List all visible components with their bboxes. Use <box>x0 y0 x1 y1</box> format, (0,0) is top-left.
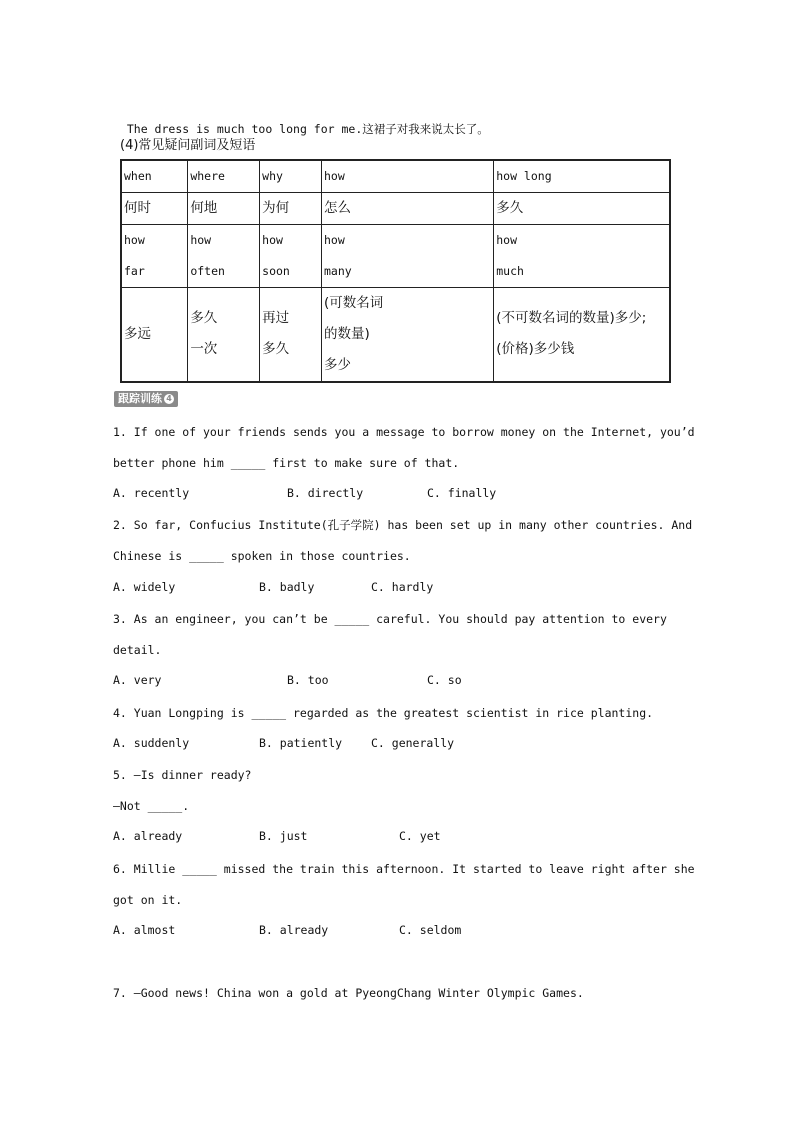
answer-option: A. recently <box>113 486 190 500</box>
table-cell <box>494 224 670 287</box>
table-cell <box>321 224 493 287</box>
answer-option: B. patiently <box>259 736 343 750</box>
question-text: 6. Millie _____ missed the train this afternoon. It started to leave right after she <box>113 862 695 876</box>
answer-option: C. finally <box>427 486 497 500</box>
cell-text: soon <box>262 263 290 278</box>
table-cell <box>121 287 188 382</box>
question-text: got on it. <box>113 893 183 907</box>
table-cell <box>121 224 188 287</box>
cell-text: how <box>323 232 345 247</box>
cell-text: often <box>190 263 225 278</box>
table-cell <box>188 160 260 192</box>
table-cell <box>188 224 260 287</box>
answer-option: C. hardly <box>371 580 434 594</box>
table-cell <box>321 160 493 192</box>
cell-text: why <box>262 169 283 184</box>
answer-option: C. yet <box>399 829 441 843</box>
table-cell <box>494 287 670 382</box>
answer-option: A. almost <box>113 923 176 937</box>
answer-option: A. suddenly <box>113 736 190 750</box>
answer-option: B. too <box>287 673 329 687</box>
cell-text: much <box>496 263 524 278</box>
question-text: 2. So far, Confucius Institute(孔子学院) has been set up in many other countries. And <box>113 518 693 532</box>
cell-text: many <box>323 263 352 278</box>
answer-option: B. badly <box>259 580 315 594</box>
question-text: —Not _____. <box>113 799 190 813</box>
table-cell <box>260 192 322 224</box>
cell-text: (价格)多少钱 <box>496 341 575 357</box>
table-cell <box>188 287 260 382</box>
cell-text: 的数量) <box>323 325 370 342</box>
cell-text: how <box>496 232 518 247</box>
cell-text: when <box>124 169 152 184</box>
question-text: 5. —Is dinner ready? <box>113 768 252 782</box>
answer-option: C. so <box>427 673 462 687</box>
question-text: 4. Yuan Longping is _____ regarded as the greatest scientist in rice planting. <box>113 706 654 720</box>
cell-text: how <box>124 232 145 247</box>
cell-text: 何地 <box>190 200 218 216</box>
cell-text: (可数名词 <box>323 294 384 311</box>
question-text: 1. If one of your friends sends you a message to borrow money on the Internet, you’d <box>113 425 695 439</box>
cell-text: 一次 <box>190 341 218 357</box>
intro-sentence-cn: 这裙子对我来说太长了。 <box>362 122 489 136</box>
cell-text: how <box>190 232 212 247</box>
cell-text: far <box>124 263 145 278</box>
practice-badge <box>114 391 178 407</box>
cell-text: 多远 <box>124 325 151 342</box>
table-cell <box>321 192 493 224</box>
cell-text: how <box>262 232 283 247</box>
table-cell <box>260 287 322 382</box>
cell-text: how long <box>496 169 552 184</box>
cell-text: how <box>323 169 345 184</box>
cell-text: 多久 <box>190 310 218 326</box>
answer-option: A. already <box>113 829 183 843</box>
answer-option: B. just <box>259 829 308 843</box>
badge-label: 跟踪训练 <box>118 392 162 405</box>
cell-text: 为何 <box>262 200 290 216</box>
intro-sentence <box>113 105 489 137</box>
table-cell <box>260 160 322 192</box>
table-row <box>121 224 670 287</box>
answer-option: B. already <box>259 923 329 937</box>
cell-text: where <box>190 169 225 184</box>
table-cell <box>121 160 188 192</box>
cell-text: 再过 <box>262 310 290 326</box>
table-cell <box>121 192 188 224</box>
answer-option: A. widely <box>113 580 176 594</box>
answer-option: C. seldom <box>399 923 462 937</box>
table-cell <box>494 192 670 224</box>
cell-text: 多久 <box>496 200 524 216</box>
question-text: better phone him _____ first to make sure of that. <box>113 456 460 470</box>
cell-text: 多少 <box>323 356 351 373</box>
adverb-table <box>120 159 671 383</box>
cell-text: 怎么 <box>323 200 351 216</box>
intro-sentence-en: The dress is much too long for me. <box>126 122 363 136</box>
answer-option: B. directly <box>287 486 364 500</box>
table-cell <box>321 287 493 382</box>
table-row <box>121 192 670 224</box>
badge-number-icon: 4 <box>164 394 174 404</box>
cell-text: 多久 <box>262 341 290 357</box>
question-text: 3. As an engineer, you can’t be _____ careful. You should pay attention to every <box>113 612 667 626</box>
question-text: 7. —Good news! China won a gold at PyeongChang Winter Olympic Games. <box>113 986 584 1000</box>
table-cell <box>494 160 670 192</box>
cell-text: 何时 <box>124 200 151 216</box>
question-text: detail. <box>113 643 162 657</box>
table-cell <box>188 192 260 224</box>
section-title: (4)常见疑问副词及短语 <box>120 138 256 153</box>
cell-text: (不可数名词的数量)多少; <box>496 310 647 326</box>
table-row <box>121 287 670 382</box>
table-cell <box>260 224 322 287</box>
question-text: Chinese is _____ spoken in those countries. <box>113 549 411 563</box>
table-row <box>121 160 670 192</box>
answer-option: C. generally <box>371 736 455 750</box>
answer-option: A. very <box>113 673 162 687</box>
